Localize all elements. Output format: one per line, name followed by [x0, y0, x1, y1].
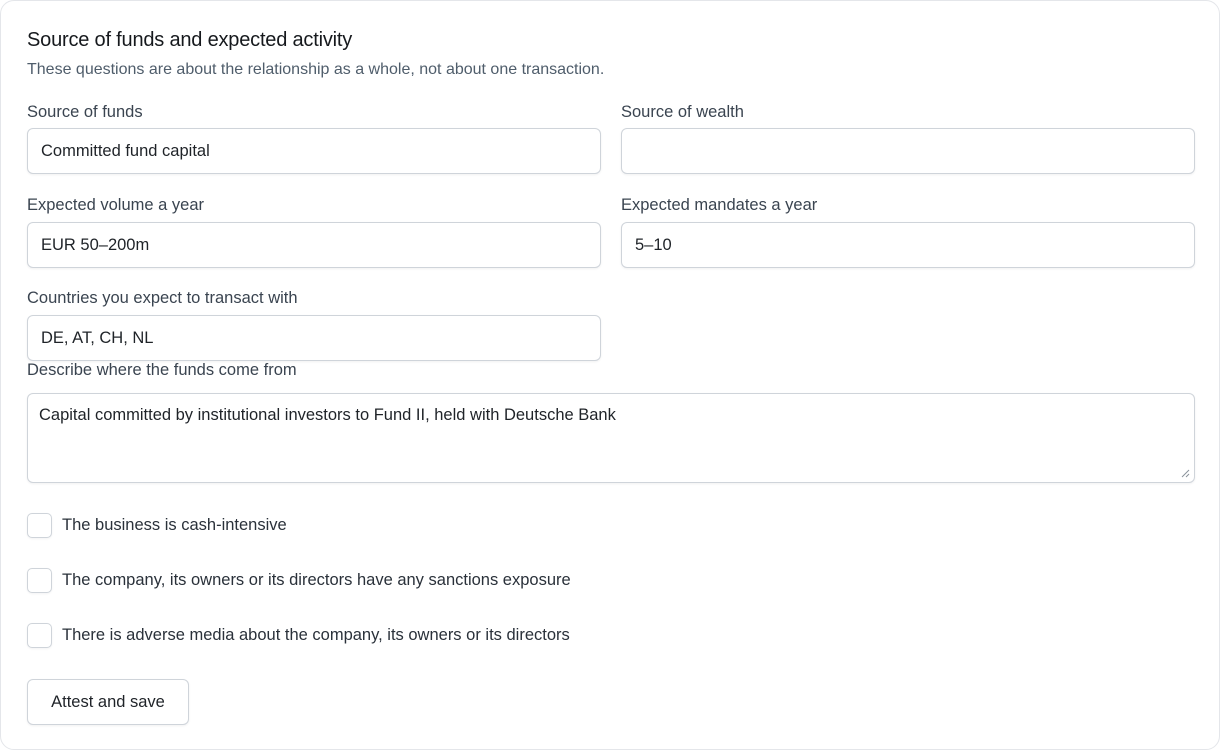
funds-description-label: Describe where the funds come from [27, 361, 297, 379]
source-of-wealth-label: Source of wealth [621, 103, 744, 121]
source-of-funds-label: Source of funds [27, 103, 143, 121]
funds-description-textarea[interactable] [27, 393, 1195, 483]
expected-volume-label: Expected volume a year [27, 196, 205, 214]
cash-intensive-checkbox[interactable] [27, 513, 52, 538]
funds-description-value: Capital committed by institutional investors to Fund II, held with Deutsche Bank [39, 406, 616, 424]
adverse-media-checkbox[interactable] [27, 623, 52, 648]
countries-label: Countries you expect to transact with [27, 289, 298, 307]
section-subtitle: These questions are about the relationship as a whole, not about one transaction. [27, 61, 605, 78]
source-of-funds-input[interactable] [27, 128, 601, 174]
sanctions-exposure-label: The company, its owners or its directors have any sanctions exposure [62, 571, 571, 589]
checkbox-row-adverse-media [27, 623, 570, 648]
source-of-funds-value: Committed fund capital [41, 141, 210, 160]
cash-intensive-label: The business is cash-intensive [62, 516, 287, 534]
source-of-wealth-input[interactable] [621, 128, 1195, 174]
expected-volume-value: EUR 50–200m [41, 235, 150, 254]
checkbox-row-cash-intensive [27, 513, 287, 538]
attest-and-save-button[interactable]: Attest and save [27, 679, 189, 725]
countries-value: DE, AT, CH, NL [41, 328, 154, 347]
checkbox-row-sanctions [27, 568, 571, 593]
sanctions-exposure-checkbox[interactable] [27, 568, 52, 593]
section-title: Source of funds and expected activity [27, 29, 353, 51]
countries-input[interactable] [27, 315, 601, 361]
adverse-media-label: There is adverse media about the company, its owners or its directors [62, 626, 570, 644]
expected-mandates-value: 5–10 [635, 235, 672, 254]
expected-mandates-label: Expected mandates a year [621, 196, 818, 214]
expected-volume-input[interactable] [27, 222, 601, 268]
expected-mandates-input[interactable] [621, 222, 1195, 268]
resize-grip-icon[interactable] [1180, 468, 1190, 478]
